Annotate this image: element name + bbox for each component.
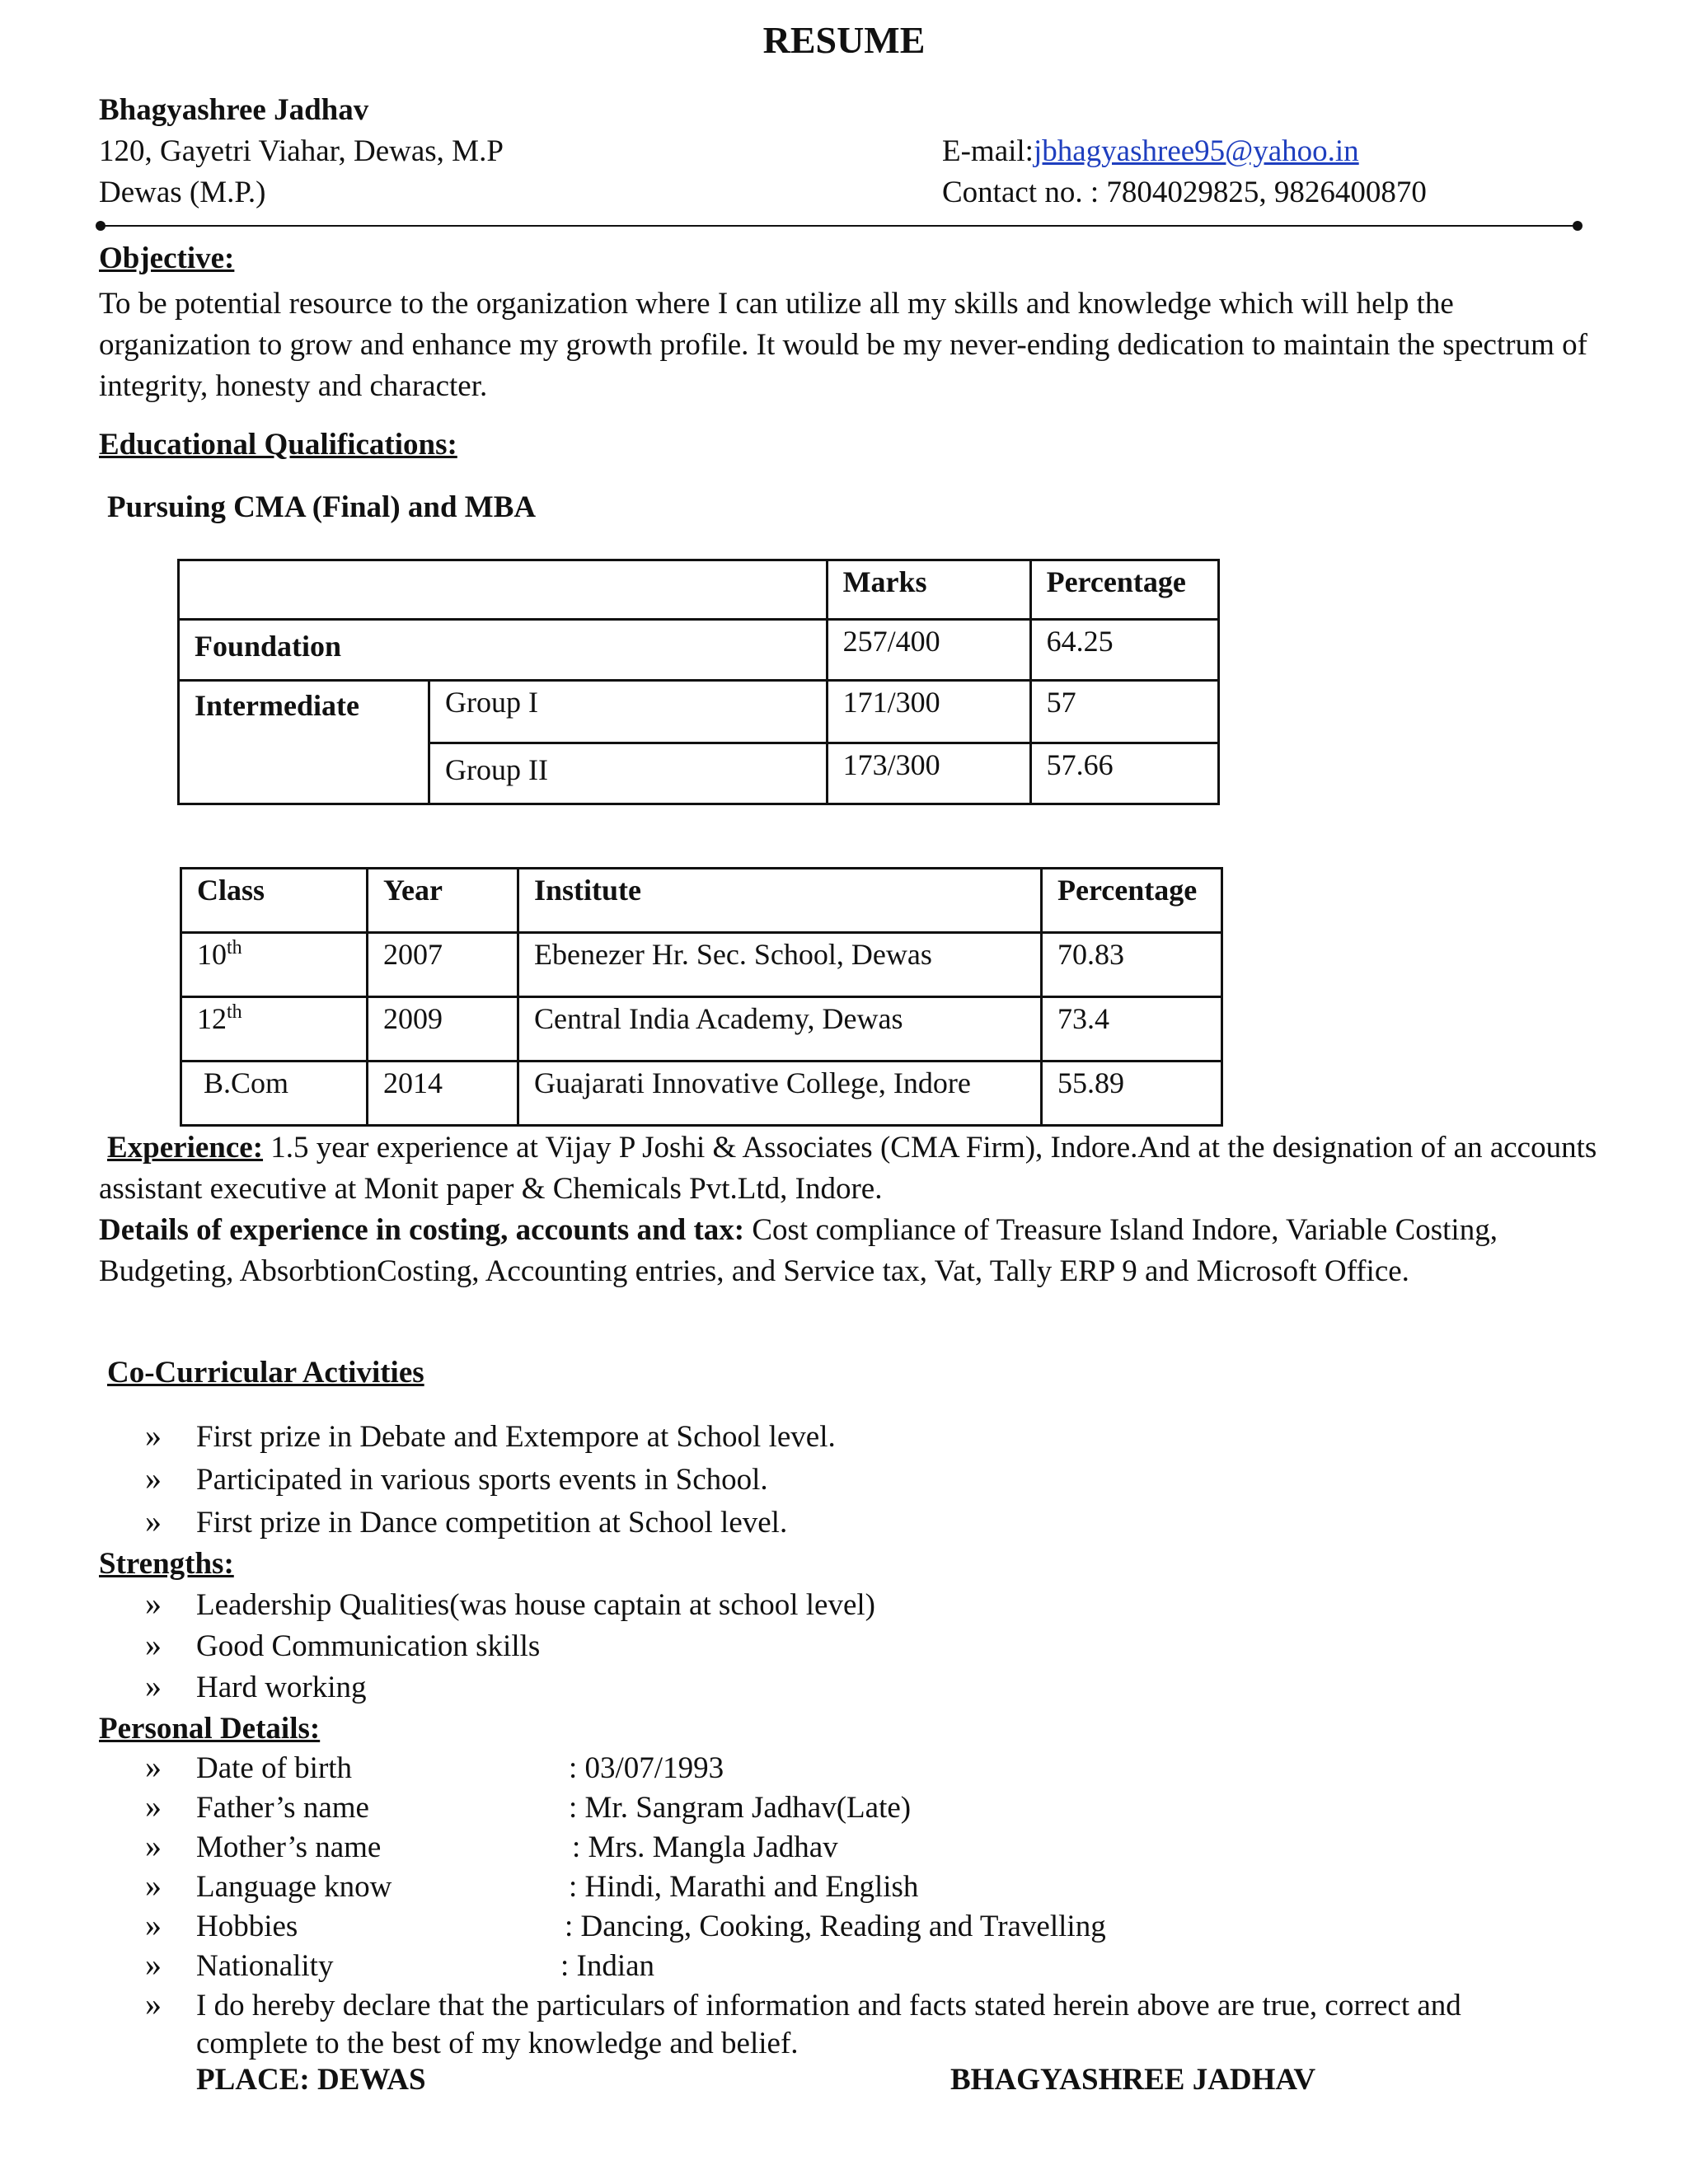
bullet: » [145, 1460, 162, 1497]
experience-text: Experience: 1.5 year experience at Vijay P Joshi & Associates (CMA Firm), Indore.And at the designation of an accounts assistant executive at Monit paper & Chemicals Pvt.Ltd, Indore. [99, 1131, 1597, 1206]
school-row-percentage: 70.83 [1042, 933, 1222, 997]
bullet: » [145, 1585, 162, 1622]
cma-group2-pct: 57.66 [1030, 743, 1218, 804]
cma-foundation-pct: 64.25 [1030, 620, 1218, 681]
header-divider [99, 225, 1580, 227]
bullet: » [145, 1626, 162, 1663]
school-header-percentage: Percentage [1042, 869, 1222, 933]
cma-group2-marks: 173/300 [827, 743, 1030, 804]
cma-group1-marks: 171/300 [827, 681, 1030, 743]
email-row [942, 134, 1359, 169]
school-row-year: 2009 [368, 997, 518, 1062]
cocurricular-heading: Co-Curricular Activities [107, 1356, 424, 1390]
bullet: » [145, 1827, 162, 1864]
cma-group1-pct: 57 [1030, 681, 1218, 743]
school-row-institute: Central India Academy, Dewas [518, 997, 1042, 1062]
school-row-percentage: 55.89 [1042, 1062, 1222, 1126]
divider-dot-left [96, 221, 106, 231]
candidate-name: Bhagyashree Jadhav [99, 93, 369, 127]
cma-header-percentage: Percentage [1030, 560, 1218, 620]
table-row [181, 933, 1222, 997]
school-row-institute: Ebenezer Hr. Sec. School, Dewas [518, 933, 1042, 997]
personal-value-hobbies: : Dancing, Cooking, Reading and Travelling [565, 1910, 1106, 1943]
bullet: » [145, 1867, 162, 1904]
school-row-year: 2007 [368, 933, 518, 997]
table-row [181, 1062, 1222, 1126]
cma-intermediate-label: Intermediate [179, 681, 429, 804]
address-line-1: 120, Gayetri Viahar, Dewas, M.P [99, 134, 504, 168]
personal-value-nationality: : Indian [560, 1949, 655, 1983]
personal-value-father: : Mr. Sangram Jadhav(Late) [569, 1791, 912, 1825]
personal-label-hobbies: Hobbies [196, 1910, 298, 1943]
bullet: » [145, 1748, 162, 1785]
place-label: PLACE: DEWAS [196, 2063, 426, 2097]
list-item: Good Communication skills [196, 1629, 541, 1663]
list-item: Leadership Qualities(was house captain at school level) [196, 1588, 875, 1622]
experience-heading: Experience: [107, 1131, 264, 1165]
experience-details-label: Details of experience in costing, accounts and tax: [99, 1213, 745, 1247]
school-header-institute: Institute [518, 869, 1042, 933]
address-line-2: Dewas (M.P.) [99, 176, 266, 209]
email-label: E-mail: [942, 134, 1034, 168]
list-item: Participated in various sports events in School. [196, 1463, 768, 1497]
school-row-class: 12th [181, 997, 368, 1062]
school-row-class: 10th [181, 933, 368, 997]
personal-value-dob: : 03/07/1993 [569, 1751, 724, 1785]
personal-label-language: Language know [196, 1870, 392, 1904]
bullet: » [145, 1985, 162, 2022]
school-row-year: 2014 [368, 1062, 518, 1126]
personal-label-dob: Date of birth [196, 1751, 353, 1785]
contact-number: Contact no. : 7804029825, 9826400870 [942, 176, 1427, 209]
bullet: » [145, 1906, 162, 1943]
bullet: » [145, 1502, 162, 1540]
school-header-year: Year [368, 869, 518, 933]
table-row [181, 997, 1222, 1062]
email-link[interactable]: jbhagyashree95@yahoo.in [1033, 134, 1359, 168]
list-item: First prize in Dance competition at School level. [196, 1506, 788, 1540]
signature-name: BHAGYASHREE JADHAV [950, 2063, 1316, 2097]
personal-value-language: : Hindi, Marathi and English [569, 1870, 919, 1904]
cma-foundation-label: Foundation [179, 620, 828, 681]
bullet: » [145, 1667, 162, 1704]
cma-group2-label: Group II [429, 743, 828, 804]
school-row-institute: Guajarati Innovative College, Indore [518, 1062, 1042, 1126]
objective-heading: Objective: [99, 241, 235, 275]
cma-group1-label: Group I [429, 681, 828, 743]
bullet: » [145, 1417, 162, 1454]
personal-heading: Personal Details: [99, 1712, 321, 1746]
bullet: » [145, 1788, 162, 1825]
divider-dot-right [1573, 221, 1582, 231]
cma-marks-table [177, 559, 1220, 805]
list-item: Hard working [196, 1671, 367, 1704]
personal-label-father: Father’s name [196, 1791, 369, 1825]
list-item: First prize in Debate and Extempore at School level. [196, 1420, 836, 1454]
declaration-line-1: I do hereby declare that the particulars of information and facts stated herein above are true, correct and [196, 1989, 1461, 2022]
cma-header-marks: Marks [827, 560, 1030, 620]
school-row-class: B.Com [181, 1062, 368, 1126]
bullet: » [145, 1946, 162, 1983]
strengths-heading: Strengths: [99, 1547, 234, 1581]
education-heading: Educational Qualifications: [99, 428, 457, 462]
document-title: RESUME [762, 19, 926, 61]
personal-value-mother: : Mrs. Mangla Jadhav [572, 1830, 838, 1864]
objective-text: To be potential resource to the organization where I can utilize all my skills and knowledge which will help the organization to grow and enhance my growth profile. It would be my never-ending dedication to maintain the spectrum of integrity, honesty and character. [99, 287, 1587, 403]
school-results-table [180, 867, 1223, 1127]
cma-foundation-marks: 257/400 [827, 620, 1030, 681]
cma-header-blank [179, 560, 828, 620]
school-header-class: Class [181, 869, 368, 933]
experience-details: Details of experience in costing, accounts and tax: Cost compliance of Treasure Island Indore, Variable Costing, Budgeting, AbsorbtionCosting, Accounting entries, and Service tax, Vat, Tally ERP 9 and Microsoft Office. [99, 1213, 1498, 1288]
declaration-line-2: complete to the best of my knowledge and belief. [196, 2027, 799, 2060]
education-subheading: Pursuing CMA (Final) and MBA [107, 490, 537, 524]
school-row-percentage: 73.4 [1042, 997, 1222, 1062]
personal-label-mother: Mother’s name [196, 1830, 382, 1864]
personal-label-nationality: Nationality [196, 1949, 334, 1983]
